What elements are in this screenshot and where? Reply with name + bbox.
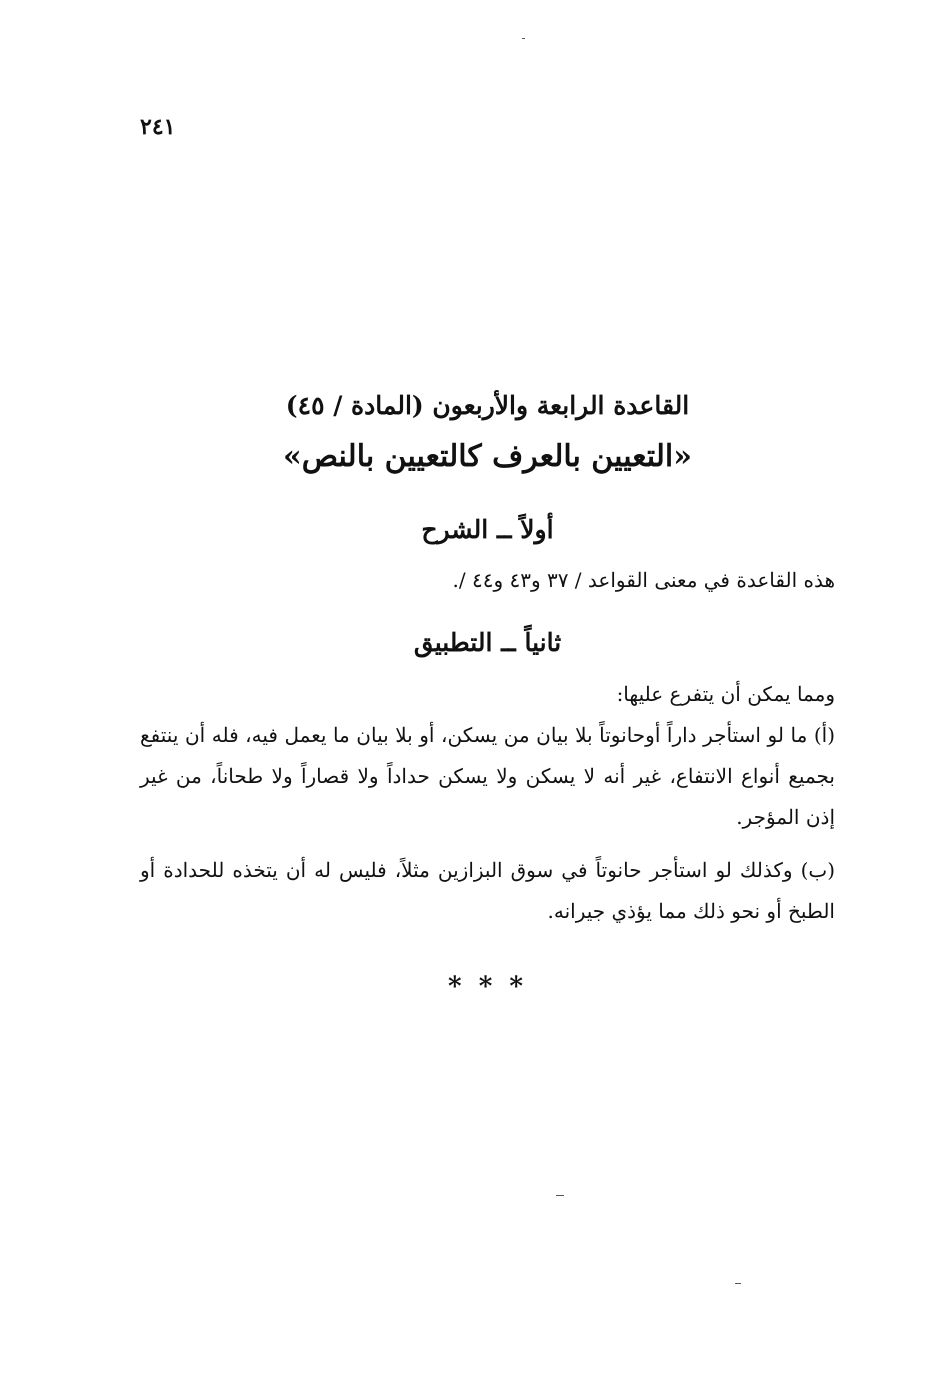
page-number: ٢٤١	[140, 114, 176, 140]
page-content	[140, 390, 835, 1002]
application-item-a: (أ) ما لو استأجر داراً أوحانوتاً بلا بيان من يسكن، أو بلا بيان ما يعمل فيه، فله أن ينتفع بجميع أنواع الانتفاع، غير أنه لا يسكن ولا يسكن حداداً ولا قصاراً ولا طحاناً، من غير إذن المؤجر.	[140, 722, 835, 829]
section-heading-explanation: أولاً ــ الشرح	[421, 514, 554, 544]
rule-statement: «التعيين بالعرف كالتعيين بالنص»	[283, 438, 692, 474]
section-separator: * * *	[448, 971, 527, 1002]
application-lead: ومما يمكن أن يتفرع عليها:	[616, 681, 835, 706]
explanation-text: هذه القاعدة في معنى القواعد / ٣٧ و٤٣ و٤٤ /.	[452, 568, 835, 592]
scan-speck	[735, 1283, 741, 1284]
application-item-b: (ب) وكذلك لو استأجر حانوتاً في سوق البزازين مثلاً، فليس له أن يتخذه للحدادة أو الطبخ أو نحو ذلك مما يؤذي جيرانه.	[140, 857, 835, 923]
scan-speck	[522, 38, 525, 39]
rule-title: القاعدة الرابعة والأربعون (المادة / ٤٥)	[285, 391, 690, 420]
section-heading-application: ثانياً ــ التطبيق	[413, 628, 562, 657]
scan-speck	[556, 1195, 564, 1196]
